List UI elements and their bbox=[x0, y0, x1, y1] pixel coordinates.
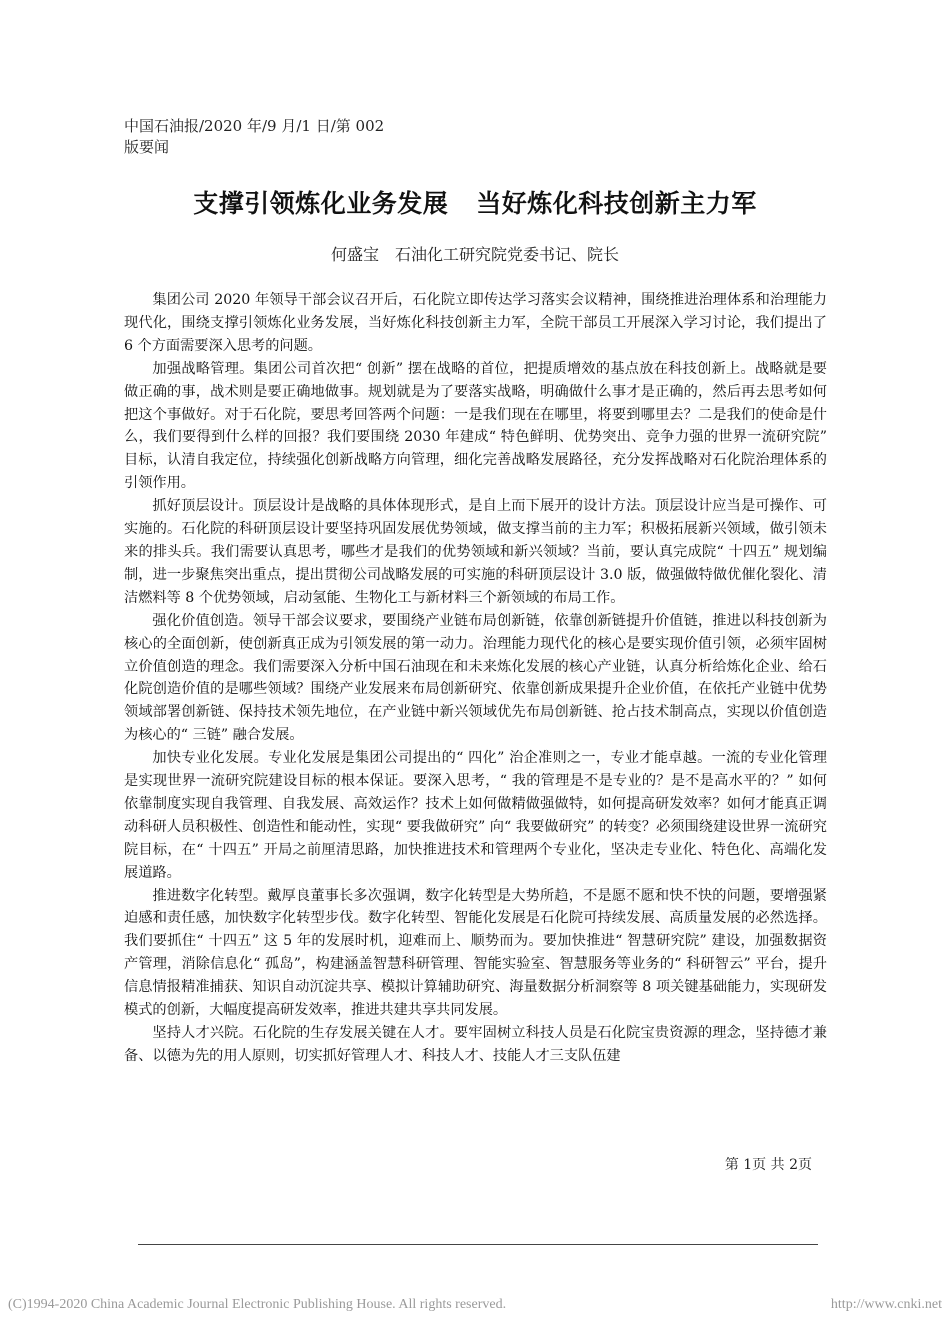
author-name: 何盛宝 bbox=[330, 245, 379, 264]
article-body bbox=[124, 289, 827, 1068]
copyright-bar bbox=[8, 1297, 942, 1313]
paragraph: 推进数字化转型。戴厚良董事长多次强调，数字化转型是大势所趋，不是愿不愿和快不快的问题，要增强紧迫感和责任感，加快数字化转型步伐。数字化转型、智能化发展是石化院可持续发展、高质量发展的必然选择。我们要抓住“ 十四五” 这 5 年的发展时机，迎难而上、顺势而为。要加快推进“ 智慧研究院” 建设，加强数据资产管理，消除信息化“ 孤岛”，构建涵盖智慧科研管理、智能实验室、智慧服务等业务的“ 科研智云” 平台，提升信息情报精准捕获、知识自动沉淀共享、模拟计算辅助研究、海量数据分析洞察等 8 项关键基础能力，实现研发模式的创新，大幅度提高研发效率，推进共建共享共同发展。 bbox=[124, 887, 827, 1019]
source-header bbox=[124, 116, 384, 158]
title-part-1: 支撑引领炼化业务发展 bbox=[193, 189, 449, 218]
paragraph: 加快专业化发展。专业化发展是集团公司提出的“ 四化” 治企准则之一，专业才能卓越。一流的专业化管理是实现世界一流研究院建设目标的根本保证。要深入思考，“ 我的管理是不是专业的？是不是高水平的？” 如何依靠制度实现自我管理、自我发展、高效运作？技术上如何做精做强做特，如何提高研发效率？如何才能真正调动科研人员积极性、创造性和能动性，实现“ 要我做研究” 向“ 我要做研究” 的转变？必须围绕建设世界一流研究院目标，在“ 十四五” 开局之前厘清思路，加快推进技术和管理两个专业化，坚决走专业化、特色化、高端化发展道路。 bbox=[124, 750, 827, 881]
section-label: 版要闻 bbox=[124, 138, 170, 156]
article-title bbox=[0, 184, 950, 220]
paragraph: 坚持人才兴院。石化院的生存发展关键在人才。要牢固树立科技人员是石化院宝贵资源的理念，坚持德才兼备、以德为先的用人原则，切实抓好管理人才、科技人才、技能人才三支队伍建 bbox=[124, 1025, 827, 1064]
author-affiliation: 石油化工研究院党委书记、院长 bbox=[395, 245, 620, 264]
copyright-notice: (C)1994-2020 China Academic Journal Electronic Publishing House. All rights reserved. bbox=[8, 1297, 507, 1312]
cnki-url: http://www.cnki.net bbox=[830, 1297, 942, 1312]
page-indicator: 第 1页 共 2页 bbox=[724, 1157, 812, 1173]
paragraph: 加强战略管理。集团公司首次把“ 创新” 摆在战略的首位，把提质增效的基点放在科技创新上。战略就是要做正确的事，战术则是要正确地做事。规划就是为了要落实战略，明确做什么事才是正确的，然后再去思考如何把这个事做好。对于石化院，要思考回答两个问题：一是我们现在在哪里，将要到哪里去？二是我们的使命是什么，我们要得到什么样的回报？我们要围绕 2030 年建成“ 特色鲜明、优势突出、竞争力强的世界一流研究院” 目标，认清自我定位，持续强化创新战略方向管理，细化完善战略发展路径，充分发挥战略对石化院治理体系的引领作用。 bbox=[124, 360, 827, 492]
footer-divider bbox=[138, 1244, 818, 1245]
title-part-2: 当好炼化科技创新主力军 bbox=[476, 189, 757, 218]
paragraph: 集团公司 2020 年领导干部会议召开后，石化院立即传达学习落实会议精神，围绕推进治理体系和治理能力现代化，围绕支撑引领炼化业务发展，当好炼化科技创新主力军，全院干部员工开展深入学习讨论，我们提出了 6 个方面需要深入思考的问题。 bbox=[124, 292, 827, 354]
source-line: 中国石油报/2020 年/9 月/1 日/第 002 bbox=[124, 117, 385, 135]
paragraph: 强化价值创造。领导干部会议要求，要围绕产业链布局创新链，依靠创新链提升价值链，推进以科技创新为核心的全面创新，使创新真正成为引领发展的第一动力。治理能力现代化的核心是要实现价值引领，必须牢固树立价值创造的理念。我们需要深入分析中国石油现在和未来炼化发展的核心产业链，认真分析给炼化企业、给石化院创造价值的是哪些领域？围绕产业发展来布局创新研究、依靠创新成果提升企业价值，在依托产业链中优势领域部署创新链、保持技术领先地位，在产业链中新兴领域优先布局创新链、抢占技术制高点，实现以价值创造为核心的“ 三链” 融合发展。 bbox=[124, 612, 827, 744]
author-line bbox=[0, 242, 950, 265]
paragraph: 抓好顶层设计。顶层设计是战略的具体体现形式，是自上而下展开的设计方法。顶层设计应当是可操作、可实施的。石化院的科研顶层设计要坚持巩固发展优势领域，做支撑当前的主力军；积极拓展新兴领域，做引领未来的排头兵。我们需要认真思考，哪些才是我们的优势领域和新兴领域？当前，要认真完成院“ 十四五” 规划编制，进一步聚焦突出重点，提出贯彻公司战略发展的可实施的科研顶层设计 3.0 版，做强做特做优催化裂化、清洁燃料等 8 个优势领域，启动氢能、生物化工与新材料三个新领域的布局工作。 bbox=[124, 498, 827, 606]
